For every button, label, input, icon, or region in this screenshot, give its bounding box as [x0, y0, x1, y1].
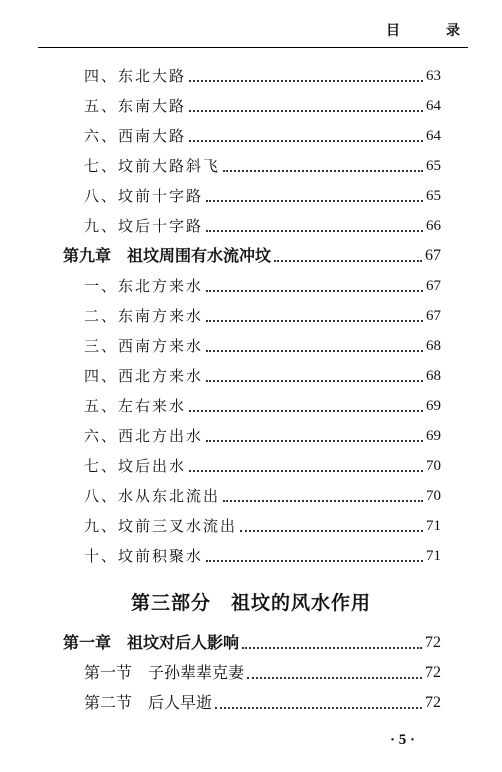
toc-entry-label: 五、左右来水: [84, 397, 187, 415]
toc-entry-label: 四、西北方来水: [84, 367, 204, 385]
toc-entry-page: 69: [426, 428, 441, 444]
toc-entry-label: 四、东北大路: [84, 67, 187, 85]
toc-entry-page: 71: [426, 548, 441, 564]
toc-entry-page: 63: [426, 68, 441, 84]
toc-item: [84, 154, 441, 178]
dot-leader: [223, 160, 423, 172]
toc-entry-label: 三、西南方来水: [84, 337, 204, 355]
dot-leader: [223, 490, 423, 502]
page-number: · 5 ·: [390, 732, 416, 748]
toc-entry-label: 第二节 后人早逝: [84, 693, 213, 712]
toc-item: [84, 214, 441, 238]
toc-entry-label: 六、西南大路: [84, 127, 187, 145]
toc-item: [84, 394, 441, 418]
dot-leader: [206, 310, 423, 322]
toc-entry-page: 70: [426, 458, 441, 474]
toc-entry-page: 64: [426, 128, 441, 144]
dot-leader: [206, 190, 423, 202]
toc-entry-page: 65: [426, 188, 441, 204]
toc-item: [84, 364, 441, 388]
dot-leader: [242, 637, 422, 649]
toc-item: [84, 274, 441, 298]
dot-leader: [206, 280, 423, 292]
toc-chapter: [63, 244, 441, 268]
toc-chapter: [63, 631, 441, 655]
toc-item: [84, 304, 441, 328]
dot-leader: [206, 430, 423, 442]
part-title: 第三部分 祖坟的风水作用: [130, 592, 371, 614]
toc-entry-page: 72: [425, 634, 441, 651]
dot-leader: [215, 697, 422, 709]
toc-item: [84, 94, 441, 118]
toc-entry-page: 66: [426, 218, 441, 234]
toc-entry-page: 71: [426, 518, 441, 534]
toc-entry-page: 72: [425, 694, 441, 711]
toc-item: [84, 514, 441, 538]
toc-entry-label: 七、坟后出水: [84, 457, 187, 475]
toc-entry-page: 67: [426, 278, 441, 294]
toc-entry-label: 九、坟前三叉水流出: [84, 517, 238, 535]
dot-leader: [206, 550, 423, 562]
header-title: 目 录: [386, 23, 476, 39]
toc-item: [84, 184, 441, 208]
toc-entry-page: 67: [426, 308, 441, 324]
dot-leader: [206, 340, 423, 352]
toc-entry-label: 五、东南大路: [84, 97, 187, 115]
toc-item: [84, 64, 441, 88]
dot-leader: [274, 250, 422, 262]
toc-entry-page: 68: [426, 338, 441, 354]
toc-item: [84, 484, 441, 508]
toc-entry-label: 八、坟前十字路: [84, 187, 204, 205]
toc-entry-label: 二、东南方来水: [84, 307, 204, 325]
toc-entry-page: 67: [425, 247, 441, 264]
dot-leader: [247, 667, 422, 679]
toc-entry-page: 70: [426, 488, 441, 504]
toc-entry-label: 第一章 祖坟对后人影响: [63, 633, 240, 652]
toc-section: [84, 661, 441, 685]
dot-leader: [189, 100, 423, 112]
toc-entry-page: 68: [426, 368, 441, 384]
toc-entry-label: 六、西北方出水: [84, 427, 204, 445]
toc-entry-label: 八、水从东北流出: [84, 487, 221, 505]
toc-section: [84, 691, 441, 715]
dot-leader: [189, 400, 423, 412]
toc-entry-page: 65: [426, 158, 441, 174]
toc-item: [84, 454, 441, 478]
toc-entry-label: 第一节 子孙辈辈克妻: [84, 663, 245, 682]
toc-item: [84, 334, 441, 358]
toc-entry-label: 七、坟前大路斜飞: [84, 157, 221, 175]
dot-leader: [189, 460, 423, 472]
dot-leader: [206, 220, 423, 232]
dot-leader: [206, 370, 423, 382]
dot-leader: [189, 70, 423, 82]
dot-leader: [189, 130, 423, 142]
toc-entry-page: 69: [426, 398, 441, 414]
toc-entry-page: 64: [426, 98, 441, 114]
toc-entry-label: 一、东北方来水: [84, 277, 204, 295]
toc-entry-label: 九、坟后十字路: [84, 217, 204, 235]
toc-entry-page: 72: [425, 664, 441, 681]
dot-leader: [240, 520, 423, 532]
toc-entry-label: 第九章 祖坟周围有水流冲坟: [63, 246, 272, 265]
toc-item: [84, 424, 441, 448]
toc-item: [84, 124, 441, 148]
toc-item: [84, 544, 441, 568]
toc-entry-label: 十、坟前积聚水: [84, 547, 204, 565]
